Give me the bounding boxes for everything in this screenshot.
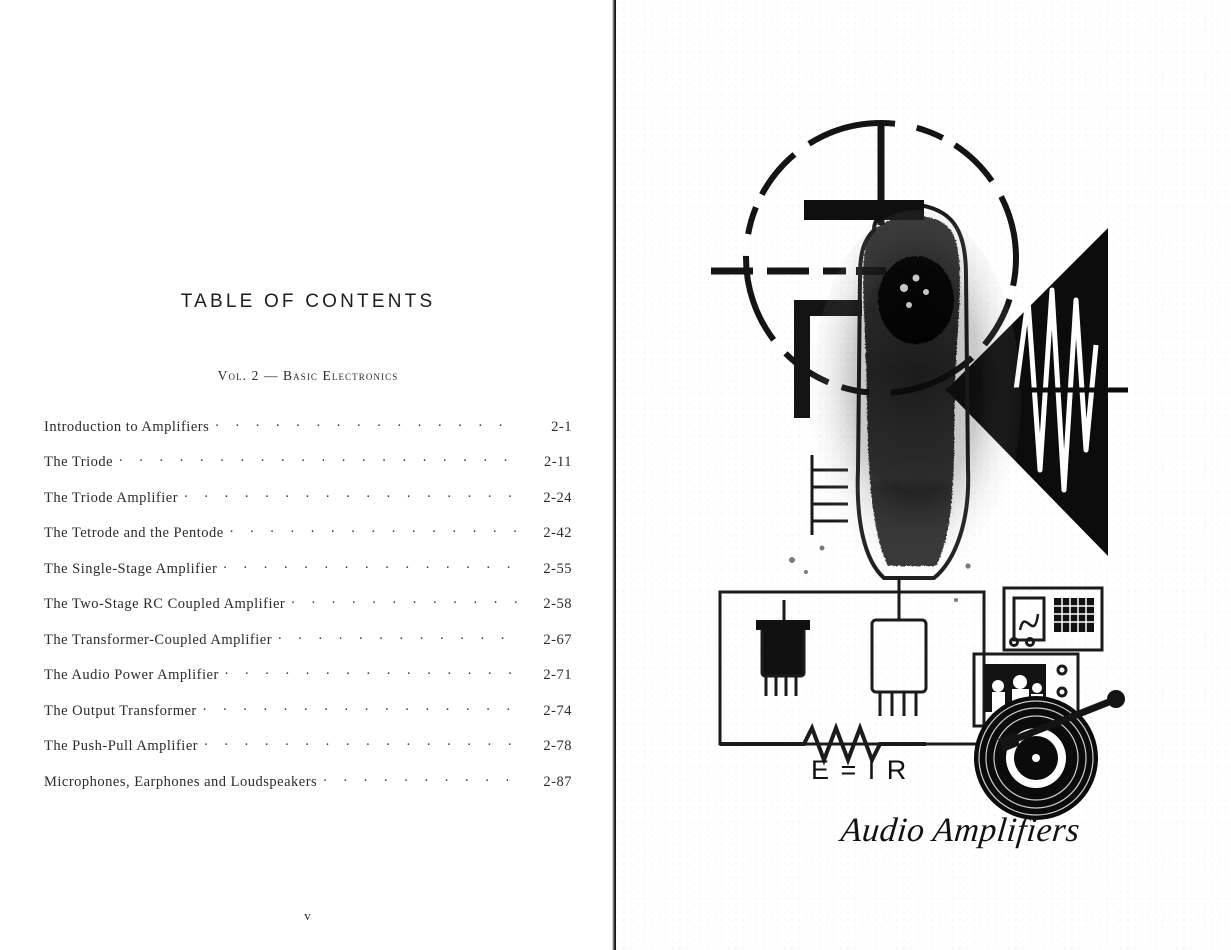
page-title: TABLE OF CONTENTS <box>180 291 436 312</box>
toc-entry-label: The Transformer-Coupled Amplifier <box>44 631 273 648</box>
toc-leader-dots <box>215 416 520 431</box>
toc-entry[interactable] <box>44 558 572 594</box>
toc-leader-dots <box>323 771 520 786</box>
toc-entry[interactable] <box>44 771 572 807</box>
toc-entry-page: 2-55 <box>543 560 572 577</box>
toc-entry-page: 2-42 <box>543 525 572 541</box>
oscilloscope-icon <box>1004 588 1102 650</box>
toc-entry-page: 2-78 <box>543 738 572 754</box>
toc-leader-dots <box>184 487 520 502</box>
toc-entry[interactable] <box>44 736 572 772</box>
toc-entry-page: 2-67 <box>543 631 572 648</box>
toc-entry[interactable] <box>44 416 572 452</box>
toc-entry-label: The Push-Pull Amplifier <box>44 738 199 754</box>
toc-entry-label: The Output Transformer <box>44 702 197 719</box>
toc-leader-dots <box>230 523 520 538</box>
toc-entry[interactable] <box>44 487 572 523</box>
toc-entry-label: The Triode <box>44 454 114 470</box>
toc-leader-dots <box>291 594 520 609</box>
toc-entry-page: 2-1 <box>551 418 572 435</box>
toc-entry-label: Microphones, Earphones and Loudspeakers <box>44 773 318 790</box>
toc-leader-dots <box>225 665 520 680</box>
toc-leader-dots <box>204 736 520 751</box>
toc-entry[interactable] <box>44 665 572 701</box>
ohms-law-formula: E = I R <box>811 755 909 785</box>
toc-entry-label: The Audio Power Amplifier <box>44 667 219 683</box>
toc-entry-page: 2-71 <box>543 667 572 683</box>
toc-entry-page: 2-24 <box>543 489 572 506</box>
chapter-illustration <box>616 0 1231 950</box>
right-page <box>616 0 1231 950</box>
amplifier-circuit-schematic <box>720 578 984 760</box>
toc-leader-dots <box>223 558 520 573</box>
toc-entry[interactable] <box>44 700 572 736</box>
toc-entry-page: 2-58 <box>543 596 572 612</box>
chapter-caption: Audio Amplifiers <box>839 812 1082 849</box>
toc-leader-dots <box>119 452 520 467</box>
toc-entry[interactable] <box>44 629 572 665</box>
page-number: v <box>304 908 312 923</box>
toc-leader-dots <box>203 700 520 715</box>
table-of-contents-list <box>44 416 572 807</box>
toc-entry-label: The Triode Amplifier <box>44 489 179 506</box>
toc-entry-label: The Two-Stage RC Coupled Amplifier <box>44 596 286 612</box>
toc-entry[interactable] <box>44 594 572 630</box>
toc-entry-page: 2-87 <box>543 773 572 790</box>
volume-subtitle: Vol. 2 — Basic Electronics <box>217 368 399 383</box>
toc-entry[interactable] <box>44 452 572 488</box>
toc-entry-label: The Single-Stage Amplifier <box>44 560 218 577</box>
toc-entry-page: 2-11 <box>543 454 572 470</box>
toc-entry-page: 2-74 <box>543 702 572 719</box>
toc-entry[interactable] <box>44 523 572 559</box>
toc-leader-dots <box>278 629 520 644</box>
toc-entry-label: The Tetrode and the Pentode <box>44 525 224 541</box>
toc-entry-label: Introduction to Amplifiers <box>44 418 210 435</box>
